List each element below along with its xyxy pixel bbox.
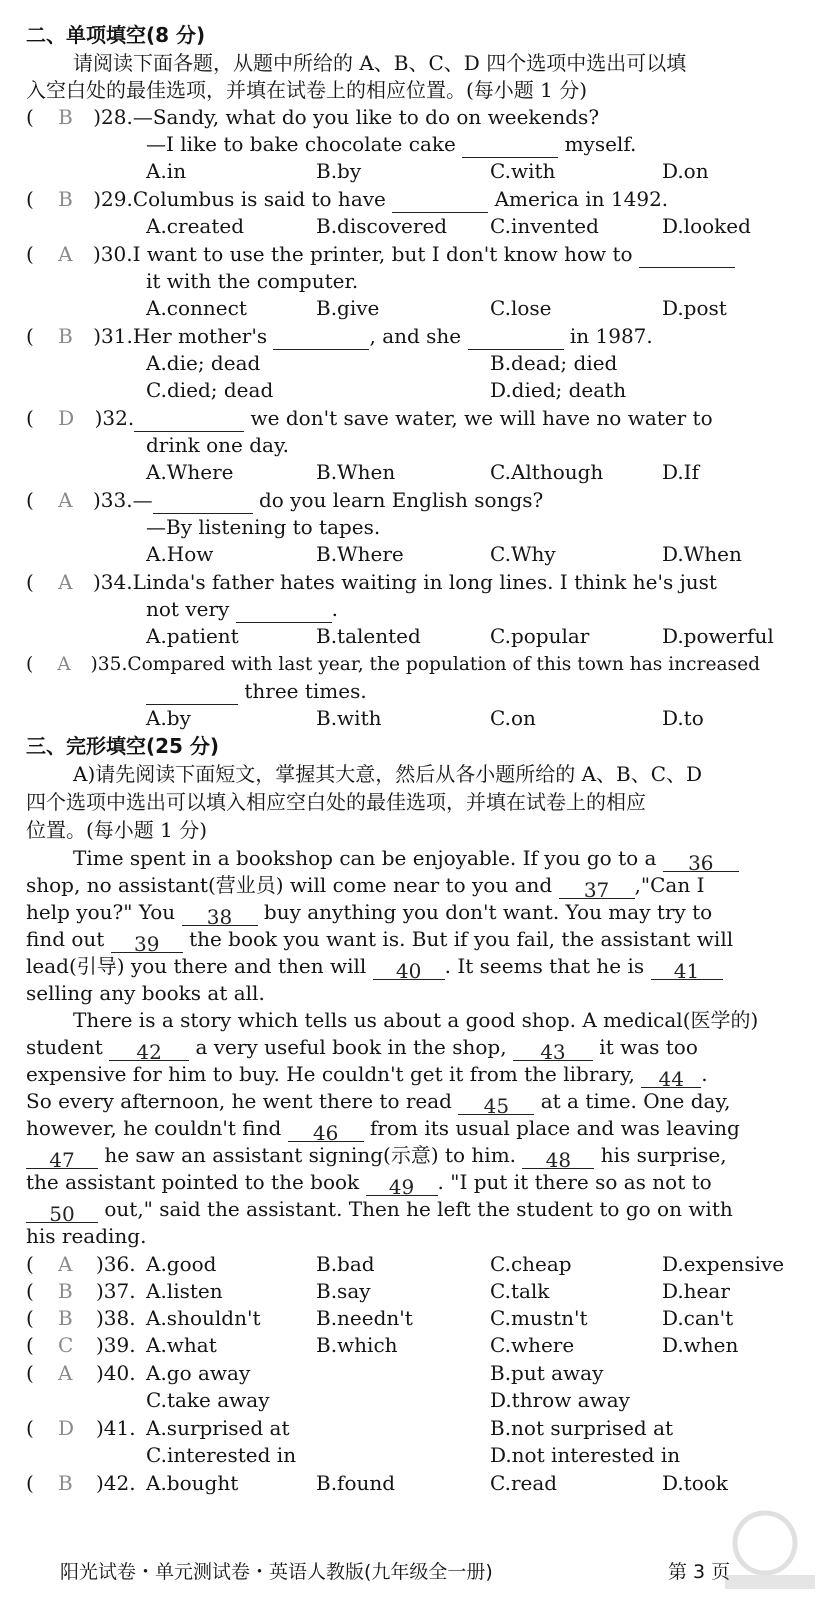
question-30-stem-line-2: it with the computer. xyxy=(146,269,359,293)
question-number: )40. xyxy=(96,1361,136,1385)
question-number: )38. xyxy=(96,1306,136,1330)
question-32 xyxy=(26,405,826,432)
stem-text: in 1987. xyxy=(569,324,653,348)
question-33 xyxy=(26,487,826,514)
question-number: )42. xyxy=(96,1471,136,1495)
stem-text: America in 1492. xyxy=(494,187,669,211)
passage-line-1 xyxy=(73,845,739,875)
stem-text: not very xyxy=(146,597,230,621)
question-number: )28. xyxy=(93,105,133,129)
passage-text: help you?" You xyxy=(26,900,176,924)
passage-blank-37: 37 xyxy=(559,877,635,899)
paren-open: ( xyxy=(26,1279,34,1303)
question-30-options xyxy=(0,295,833,322)
passage-text: find out xyxy=(26,927,105,951)
answer-blank xyxy=(236,601,332,623)
passage-blank-43: 43 xyxy=(513,1039,593,1061)
question-30 xyxy=(26,241,826,268)
section-2-instruction-line-2: 入空白处的最佳选项，并填在试卷上的相应位置。(每小题 1 分) xyxy=(26,78,588,102)
question-number: )41. xyxy=(96,1416,136,1440)
passage-line-4 xyxy=(26,926,734,956)
option-a: A.die; dead xyxy=(146,351,261,375)
paren-open: ( xyxy=(26,1306,34,1330)
section-3-instruction-line-2: 四个选项中选出可以填入相应空白处的最佳选项，并填在试卷上的相应 xyxy=(26,790,646,814)
paren-open: ( xyxy=(26,242,34,266)
passage-text: expensive for him to buy. He couldn't get it from the library, xyxy=(26,1062,635,1086)
passage-line-12 xyxy=(26,1142,727,1172)
passage-text: the book you want is. But if you fail, the assistant will xyxy=(189,927,734,951)
option-c: C.interested in xyxy=(146,1443,297,1467)
option-c: C.popular xyxy=(490,624,590,648)
question-31 xyxy=(26,323,826,350)
stem-text: Columbus is said to have xyxy=(132,187,386,211)
option-c: C.cheap xyxy=(490,1252,572,1276)
option-a: A.Where xyxy=(146,460,234,484)
paren-open: ( xyxy=(26,1361,34,1385)
question-35-stem-line-2 xyxy=(146,678,367,705)
passage-text: lead(引导) you there and then will xyxy=(26,954,367,978)
passage-line-10 xyxy=(26,1088,731,1118)
option-b: B.needn't xyxy=(316,1306,413,1330)
option-d: D.not interested in xyxy=(490,1443,681,1467)
answer-mark: B xyxy=(58,1279,73,1303)
answer-blank xyxy=(146,683,238,705)
passage-text: at a time. One day, xyxy=(540,1089,731,1113)
passage-line-5 xyxy=(26,953,723,983)
question-number: )31. xyxy=(93,324,133,348)
section-3-instruction-line-1: A)请先阅读下面短文，掌握其大意，然后从各小题所给的 A、B、C、D xyxy=(73,762,703,786)
passage-text: student xyxy=(26,1035,103,1059)
option-b: B.dead; died xyxy=(490,351,618,375)
option-a: A.created xyxy=(146,214,244,238)
option-b: B.bad xyxy=(316,1252,375,1276)
option-c: C.on xyxy=(490,706,536,730)
question-number: )32. xyxy=(94,406,135,430)
passage-text: Time spent in a bookshop can be enjoyable. If you go to a xyxy=(73,846,657,870)
paren-open: ( xyxy=(26,654,34,675)
answer-blank xyxy=(153,492,253,514)
question-36 xyxy=(0,1251,833,1278)
answer-blank xyxy=(468,328,564,350)
question-28 xyxy=(26,104,826,131)
paren-open: ( xyxy=(26,105,34,129)
option-d: D.powerful xyxy=(662,624,774,648)
answer-mark: B xyxy=(58,324,73,348)
passage-line-15: his reading. xyxy=(26,1224,147,1248)
stem-text: three times. xyxy=(244,679,367,703)
passage-text: . It seems that he is xyxy=(444,954,645,978)
section-2-instruction-line-1: 请阅读下面各题，从题中所给的 A、B、C、D 四个选项中选出可以填 xyxy=(73,51,687,75)
answer-mark: A xyxy=(58,488,73,512)
question-34 xyxy=(26,569,826,596)
option-d: D.expensive xyxy=(662,1252,785,1276)
question-number: )35. xyxy=(90,654,128,675)
answer-blank xyxy=(392,191,488,213)
paren-open: ( xyxy=(26,1416,34,1440)
passage-blank-40: 40 xyxy=(373,958,445,980)
passage-text: a very useful book in the shop, xyxy=(195,1035,507,1059)
question-number: )39. xyxy=(96,1333,136,1357)
question-35-options xyxy=(0,705,833,732)
passage-line-2 xyxy=(26,872,705,902)
option-a: A.good xyxy=(146,1252,217,1276)
option-d: D.on xyxy=(662,159,709,183)
watermark-logo-icon xyxy=(705,1505,825,1595)
passage-blank-49: 49 xyxy=(366,1174,438,1196)
option-d: D.to xyxy=(662,706,704,730)
option-d: D.throw away xyxy=(490,1388,630,1412)
option-a: A.by xyxy=(146,706,191,730)
passage-text: from its usual place and was leaving xyxy=(370,1116,740,1140)
option-d: D.hear xyxy=(662,1279,730,1303)
paren-open: ( xyxy=(26,1252,34,1276)
section-2-heading: 二、单项填空(8 分) xyxy=(26,23,206,47)
option-a: A.in xyxy=(146,159,187,183)
option-a: A.patient xyxy=(146,624,239,648)
passage-blank-38: 38 xyxy=(182,904,258,926)
paren-open: ( xyxy=(26,488,34,512)
passage-text: it was too xyxy=(599,1035,698,1059)
option-c: C.Why xyxy=(490,542,556,566)
stem-text: Linda's father hates waiting in long lines. I think he's just xyxy=(132,570,717,594)
option-b: B.with xyxy=(316,706,382,730)
passage-line-9 xyxy=(26,1061,708,1091)
stem-text: myself. xyxy=(564,132,637,156)
option-b: B.put away xyxy=(490,1361,604,1385)
question-33-options xyxy=(0,541,833,568)
option-d: D.If xyxy=(662,460,699,484)
question-28-options xyxy=(0,158,833,185)
passage-line-6: selling any books at all. xyxy=(26,981,265,1005)
question-31-options-row-1 xyxy=(0,350,833,377)
answer-mark: A xyxy=(57,654,71,675)
stem-text: Compared with last year, the population of this town has increased xyxy=(127,654,760,675)
answer-mark: B xyxy=(58,105,73,129)
question-39 xyxy=(0,1332,833,1359)
passage-blank-46: 46 xyxy=(288,1120,364,1142)
passage-text: ,"Can I xyxy=(634,873,705,897)
option-d: D.post xyxy=(662,296,727,320)
stem-text: we don't save water, we will have no water to xyxy=(250,406,713,430)
option-b: B.Where xyxy=(316,542,404,566)
section-3-heading: 三、完形填空(25 分) xyxy=(26,734,220,758)
option-a: A.listen xyxy=(146,1279,223,1303)
passage-text: he saw an assistant signing(示意) to him. xyxy=(104,1143,517,1167)
option-d: D.When xyxy=(662,542,742,566)
stem-text: Her mother's xyxy=(132,324,268,348)
question-stem: —Sandy, what do you like to do on weekends? xyxy=(132,105,600,129)
option-a: A.surprised at xyxy=(146,1416,290,1440)
option-c: C.mustn't xyxy=(490,1306,588,1330)
answer-mark: C xyxy=(58,1333,74,1357)
passage-line-11 xyxy=(26,1115,740,1145)
question-40-row-2 xyxy=(0,1387,833,1414)
option-d: D.looked xyxy=(662,214,751,238)
option-b: B.give xyxy=(316,296,380,320)
paren-open: ( xyxy=(26,406,34,430)
passage-blank-44: 44 xyxy=(641,1066,701,1088)
paren-open: ( xyxy=(26,324,34,348)
passage-text: buy anything you don't want. You may try to xyxy=(263,900,713,924)
question-32-options xyxy=(0,459,833,486)
answer-mark: A xyxy=(58,242,73,266)
option-d: D.died; death xyxy=(490,378,627,402)
option-b: B.not surprised at xyxy=(490,1416,674,1440)
question-31-options-row-2 xyxy=(0,377,833,404)
option-b: B.which xyxy=(316,1333,398,1357)
stem-text: do you learn English songs? xyxy=(258,488,544,512)
passage-text: shop, no assistant(营业员) will come near to you and xyxy=(26,873,553,897)
option-c: C.talk xyxy=(490,1279,550,1303)
question-number: )36. xyxy=(96,1252,136,1276)
paren-open: ( xyxy=(26,1471,34,1495)
passage-blank-41: 41 xyxy=(651,958,723,980)
option-a: A.what xyxy=(146,1333,217,1357)
question-41-row-1 xyxy=(0,1415,833,1442)
option-a: A.connect xyxy=(146,296,247,320)
question-41-row-2 xyxy=(0,1442,833,1469)
question-number: )34. xyxy=(92,570,133,594)
stem-text: . xyxy=(331,597,339,621)
question-number: )37. xyxy=(96,1279,136,1303)
option-c: C.Although xyxy=(490,460,604,484)
passage-text: . xyxy=(701,1062,708,1086)
question-28-stem-line-2 xyxy=(146,131,636,158)
option-a: A.How xyxy=(146,542,214,566)
paren-open: ( xyxy=(26,187,34,211)
passage-blank-42: 42 xyxy=(109,1039,189,1061)
passage-text: So every afternoon, he went there to read xyxy=(26,1089,452,1113)
option-b: B.talented xyxy=(316,624,421,648)
stem-text: I want to use the printer, but I don't know how to xyxy=(132,242,633,266)
answer-mark: B xyxy=(58,1471,73,1495)
option-b: B.discovered xyxy=(316,214,448,238)
answer-mark: D xyxy=(58,406,75,430)
passage-text: the assistant pointed to the book xyxy=(26,1170,360,1194)
question-number: )33. xyxy=(92,488,133,512)
passage-text: his surprise, xyxy=(600,1143,727,1167)
question-40-row-1 xyxy=(0,1360,833,1387)
option-c: C.with xyxy=(490,159,556,183)
passage-text: however, he couldn't find xyxy=(26,1116,282,1140)
question-number: )29. xyxy=(93,187,133,211)
option-c: C.invented xyxy=(490,214,599,238)
passage-text: . "I put it there so as not to xyxy=(437,1170,712,1194)
answer-mark: D xyxy=(58,1416,75,1440)
answer-mark: A xyxy=(58,1252,73,1276)
passage-line-3 xyxy=(26,899,713,929)
question-29-options xyxy=(0,213,833,240)
option-d: D.when xyxy=(662,1333,739,1357)
section-3-instruction-line-3: 位置。(每小题 1 分) xyxy=(26,818,208,842)
footer-title: 阳光试卷・单元测试卷・英语人教版(九年级全一册) xyxy=(60,1561,493,1583)
question-38 xyxy=(0,1305,833,1332)
page-number: 第 3 页 xyxy=(668,1561,731,1583)
answer-blank xyxy=(462,136,558,158)
answer-mark: B xyxy=(58,1306,73,1330)
paren-open: ( xyxy=(26,570,34,594)
stem-text: , and she xyxy=(369,324,462,348)
passage-text: out," said the assistant. Then he left the student to go on with xyxy=(104,1197,733,1221)
stem-text: —I like to bake chocolate cake xyxy=(146,132,456,156)
question-42 xyxy=(0,1470,833,1497)
option-b: B.When xyxy=(316,460,396,484)
question-33-stem-line-2: —By listening to tapes. xyxy=(146,515,381,539)
option-c: C.read xyxy=(490,1471,558,1495)
option-a: A.bought xyxy=(146,1471,239,1495)
passage-blank-50: 50 xyxy=(26,1201,98,1223)
passage-blank-45: 45 xyxy=(458,1093,534,1115)
passage-blank-47: 47 xyxy=(26,1147,98,1169)
stem-text: — xyxy=(132,488,153,512)
option-c: C.died; dead xyxy=(146,378,274,402)
question-35 xyxy=(26,651,826,678)
passage-line-8 xyxy=(26,1034,698,1064)
answer-blank xyxy=(639,246,735,268)
option-a: A.go away xyxy=(146,1361,251,1385)
answer-mark: B xyxy=(58,187,73,211)
option-d: D.took xyxy=(662,1471,728,1495)
passage-line-7: There is a story which tells us about a good shop. A medical(医学的) xyxy=(73,1008,759,1032)
question-number: )30. xyxy=(92,242,133,266)
passage-line-13 xyxy=(26,1169,712,1199)
option-b: B.by xyxy=(316,159,362,183)
option-b: B.say xyxy=(316,1279,371,1303)
option-d: D.can't xyxy=(662,1306,734,1330)
answer-mark: A xyxy=(58,570,73,594)
passage-blank-36: 36 xyxy=(663,850,739,872)
question-34-options xyxy=(0,623,833,650)
option-b: B.found xyxy=(316,1471,396,1495)
question-34-stem-line-2 xyxy=(146,596,338,623)
answer-mark: A xyxy=(58,1361,73,1385)
answer-blank xyxy=(273,328,369,350)
passage-line-14 xyxy=(26,1196,733,1226)
paren-open: ( xyxy=(26,1333,34,1357)
question-29 xyxy=(26,186,826,213)
answer-blank xyxy=(134,410,244,432)
option-a: A.shouldn't xyxy=(146,1306,261,1330)
option-c: C.take away xyxy=(146,1388,270,1412)
question-37 xyxy=(0,1278,833,1305)
passage-blank-48: 48 xyxy=(522,1147,594,1169)
option-c: C.lose xyxy=(490,296,552,320)
option-c: C.where xyxy=(490,1333,575,1357)
question-32-stem-line-2: drink one day. xyxy=(146,433,289,457)
passage-blank-39: 39 xyxy=(111,931,183,953)
